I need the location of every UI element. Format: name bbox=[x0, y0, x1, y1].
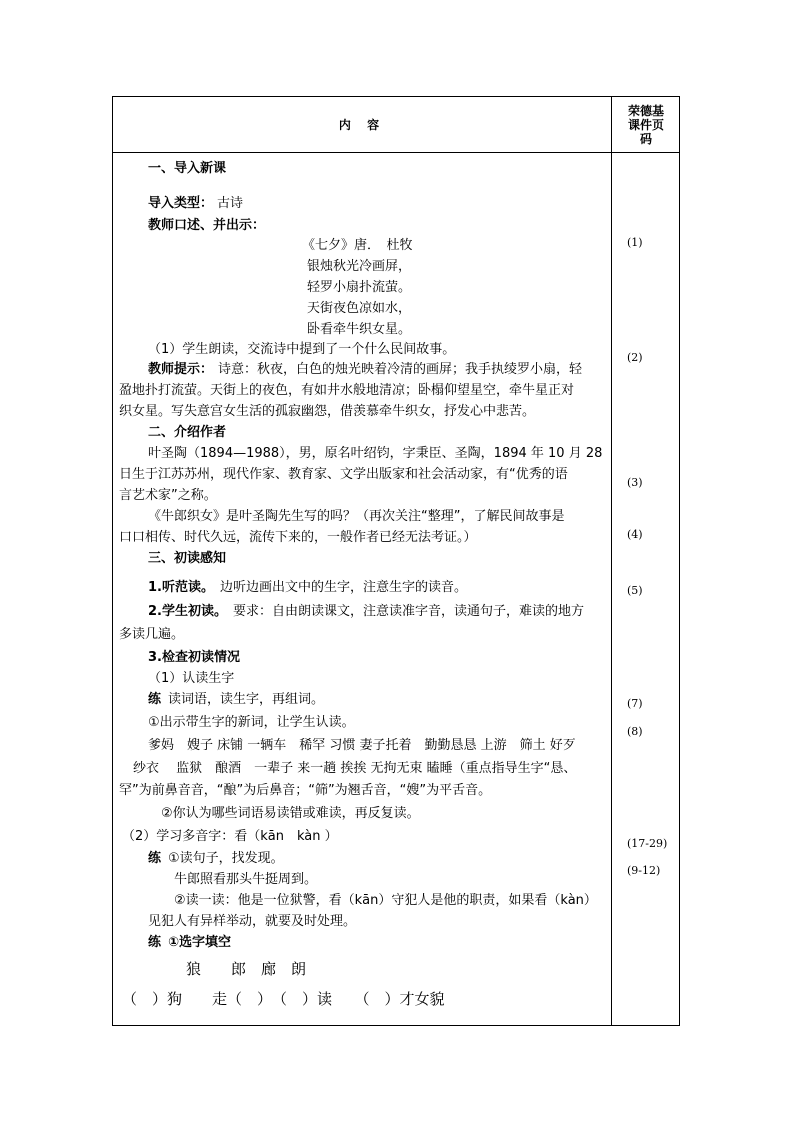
text-line: 古诗 bbox=[217, 196, 244, 211]
text-line: （1）认读生字 bbox=[148, 671, 235, 686]
label: 导入类型： bbox=[148, 196, 214, 211]
page-ref: (7) bbox=[627, 697, 643, 710]
page-ref: (5) bbox=[627, 584, 643, 597]
poem-line: 卧看牵牛织女星。 bbox=[307, 322, 412, 337]
poem-title: 《七夕》唐． 杜牧 bbox=[302, 238, 413, 253]
text-line: 叶圣陶（1894—1988），男，原名叶绍钧，字秉臣、圣陶，1894 年 10 月 28 bbox=[148, 446, 603, 461]
section-heading: 三、初读感知 bbox=[148, 551, 227, 566]
label: 2.学生初读。 bbox=[148, 604, 227, 619]
header-divider bbox=[113, 152, 679, 153]
poem-line: 天街夜色凉如水， bbox=[307, 301, 412, 316]
page-column-header-text: 荣德基课件页码 bbox=[627, 103, 664, 146]
text-line: 诗意：秋夜，白色的烛光映着冷清的画屏；我手执绫罗小扇，轻 bbox=[218, 362, 583, 377]
text-line: 要求：自由朗读课文，注意读准字音，读通句子，难读的地方 bbox=[233, 604, 585, 619]
practice-mark: 练 bbox=[148, 935, 162, 950]
label: 教师提示： bbox=[148, 362, 214, 377]
text-line: 多读几遍。 bbox=[119, 627, 185, 642]
text-line: 读词语，读生字，再组词。 bbox=[168, 692, 325, 707]
word-list: 纱衣 监狱 酿酒 一辈子 来一趟 挨挨 无拘无束 瞌睡（重点指导生字“恳、 bbox=[133, 761, 577, 776]
column-divider bbox=[611, 97, 612, 1025]
text-line: ①读句子，找发现。 bbox=[168, 851, 284, 866]
section-heading: 二、介绍作者 bbox=[148, 425, 227, 440]
poem-line: 轻罗小扇扑流萤。 bbox=[307, 280, 412, 295]
fill-blanks: （ ）狗 走（ ） （ ）读 （ ）才女貌 bbox=[122, 990, 445, 1008]
word-list: 爹妈 嫂子 床铺 一辆车 稀罕 习惯 妻子托着 勤勤恳恳 上游 筛土 好歹 bbox=[148, 738, 576, 753]
text-line: 口口相传、时代久远，流传下来的，一般作者已经无法考证。） bbox=[119, 530, 477, 545]
page-ref: (3) bbox=[627, 476, 643, 489]
text-line: 《牛郎织女》是叶圣陶先生写的吗？（再次关注“整理”，了解民间故事是 bbox=[148, 509, 565, 524]
page-ref: (9-12) bbox=[627, 864, 661, 877]
page-ref: (8) bbox=[627, 725, 643, 738]
page-ref: (4) bbox=[627, 528, 643, 541]
text-line: 日生于江苏苏州，现代作家、教育家、文学出版家和社会活动家，有“优秀的语 bbox=[119, 467, 568, 482]
text-line: 织女星。写失意宫女生活的孤寂幽怨，借羡慕牵牛织女，抒发心中悲苦。 bbox=[119, 404, 536, 419]
text-line: ②你认为哪些词语易读错或难读，再反复读。 bbox=[161, 806, 420, 821]
text-line: ①出示带生字的新词，让学生认读。 bbox=[148, 715, 355, 730]
text-line: ②读一读：他是一位狱警，看（kān）守犯人是他的职责，如果看（kàn） bbox=[174, 893, 597, 908]
text-line: 盈地扑打流萤。天街上的夜色，有如井水般地清凉；卧榻仰望星空，牵牛星正对 bbox=[119, 383, 575, 398]
page-ref: (17-29) bbox=[627, 837, 668, 850]
page-ref: (1) bbox=[627, 236, 643, 249]
label: 3.检查初读情况 bbox=[148, 650, 240, 665]
text-line: （2）学习多音字：看（kān kàn ） bbox=[122, 829, 338, 844]
practice-mark: 练 bbox=[148, 692, 162, 707]
text-line: 言艺术家”之称。 bbox=[119, 488, 217, 503]
practice-mark: 练 bbox=[148, 851, 162, 866]
text-line: （1）学生朗读，交流诗中提到了一个什么民间故事。 bbox=[148, 342, 456, 357]
text-line: 见犯人有异样举动，就要及时处理。 bbox=[148, 914, 357, 929]
label: 1.听范读。 bbox=[148, 580, 214, 595]
poem-line: 银烛秋光冷画屏， bbox=[307, 259, 412, 274]
label: 教师口述、并出示： bbox=[148, 218, 266, 233]
char-options: 狼 郎 廊 朗 bbox=[186, 960, 307, 978]
page-ref: (2) bbox=[627, 351, 643, 364]
text-line: 罕”为前鼻音音，“酿”为后鼻音；“筛”为翘舌音，“嫂”为平舌音。 bbox=[119, 783, 492, 798]
text-line: 牛郎照看那头牛挺周到。 bbox=[174, 872, 318, 887]
content-column-header: 内 容 bbox=[338, 118, 386, 132]
page-column-header bbox=[612, 97, 680, 152]
section-heading: 一、导入新课 bbox=[148, 161, 227, 176]
text-line: 边听边画出文中的生字，注意生字的读音。 bbox=[220, 580, 468, 595]
label: ①选字填空 bbox=[168, 935, 232, 950]
